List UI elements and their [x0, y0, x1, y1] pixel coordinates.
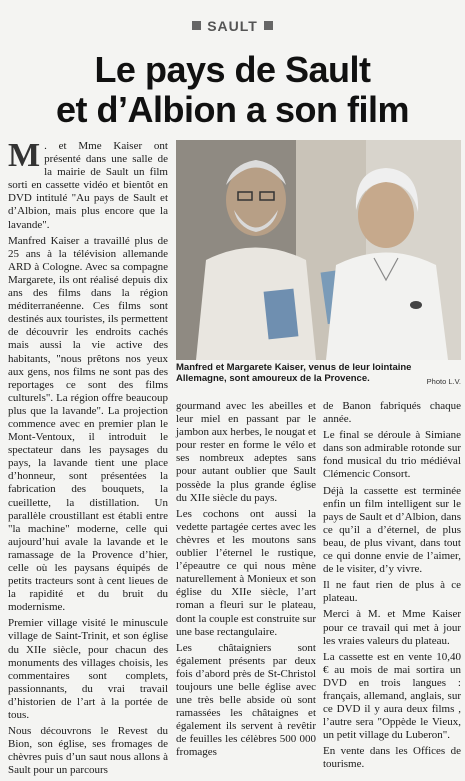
- square-ornament-right: [264, 21, 273, 30]
- paragraph: Le final se déroule à Simiane dans son admirable rotonde sur fond musical du trio médiéval Clémencic Consort.: [323, 429, 461, 481]
- photo-credit: Photo L.V.: [426, 377, 461, 386]
- photo-caption: Manfred et Margarete Kaiser, venus de leur lointaine Allemagne, sont amoureux de la Provence.: [176, 362, 412, 384]
- paragraph: La cassette est en vente 10,40 € au mois de mai sortira un DVD en trois langues : français, allemand, anglais, sur ce DVD il y aura deux films , l’autre sera "Oppède le Vieux, un petit village du Luberon".: [323, 650, 461, 742]
- paragraph: Manfred Kaiser a travaillé plus de 25 ans à la télévision allemande ARD à Cologne. Avec sa compagne Margarete, ils ont réalisé depuis dix ans des films dans la région méditerranéenne. Ces films sont destinés aux touristes, ils permettent de découvrir les endroits cachés mais aussi la vie active des habitants, "nous prêtons nos yeux aux gens, nos films ne sont pas des reportages ce sont des films culturels". La région offre beaucoup plus que la lavande". La projection commence avec en premier plan le Mont-Ventoux, il introduit le spectateur dans les paysages du pays, la lavande tient une place d’honneur, sont présentées la fabrication des bouquets, la cueillette, la distillation. Un parallèle croustillant est établi entre "la machine" moderne, celle qui aujourd’hui avale la lavande et le ramassage de la Provence d’hier, celle où les paysans équipés de petits tracteurs sont à cent lieues de la rapidité et du bruit du modernisme.: [8, 234, 168, 614]
- photo-illustration: [176, 140, 461, 360]
- headline-line-1: Le pays de Sault: [94, 49, 371, 90]
- headline-line-2: et d’Albion a son film: [55, 89, 409, 130]
- paragraph: En vente dans les Offices de tourisme.: [323, 745, 461, 771]
- photo-couple-holding-cassettes: [176, 140, 461, 360]
- drop-cap: M: [8, 137, 41, 174]
- paragraph: Déjà la cassette est terminée enfin un film intelligent sur le pays de Sault et d’Albion, dans ce qu’il a d’éternel, de plus beau, de plus vivant, dans tout ce qui donne envie de l’aimer, de le visiter, d’y vivre.: [323, 484, 461, 576]
- paragraph: M . et Mme Kaiser ont présenté dans une salle de la mairie de Sault un film sorti en cassette vidéo et bientôt en DVD intitulé "Au pays de Sault et d’Albion, mais plus encore que la lavande".: [8, 137, 168, 231]
- paragraph: Merci à M. et Mme Kaiser pour ce travail qui met à jour les vraies valeurs du plateau.: [323, 608, 461, 647]
- headline: [0, 50, 465, 130]
- paragraph: gourmand avec les abeilles et leur miel en passant par le jambon aux herbes, le nougat et pour rester en forme le vélo et ses nombreux adeptes sans pour autant oublier que Sault possède la plus grande église du XIIe siècle du pays.: [176, 400, 316, 504]
- paragraph: Premier village visité le minuscule village de Saint-Trinit, et son église du XIIe siècle, pour chacun des monuments des villages choisis, les commentaires sont complets, passionnants, du vrai travail d’historien de l’art à la portée de tous.: [8, 617, 168, 722]
- paragraph: Les châtaigniers sont également présents par deux fois d’abord près de St-Christol toujours une belle église avec une très belle abside où sont ramassées les châtaignes et également ils servent à revêtir de feuilles les célèbres 500 000 fromages: [176, 641, 316, 759]
- rubric-label: SAULT: [207, 18, 258, 34]
- paragraph: Nous découvrons le Revest du Bion, son église, ses fromages de chèvres puis d’un saut nous allons à Sault pour un parcours: [8, 725, 168, 777]
- section-rubric: [0, 18, 465, 34]
- article-column-3: [323, 400, 461, 775]
- article-column-2: [176, 400, 316, 763]
- paragraph: Les cochons ont aussi la vedette partagée certes avec les chèvres et les moutons sans oublier l’éternel le rustique, l’épeautre ce qui nous mène naturellement à Monieux et son église du XIIe siècle, l’art roman a fleuri sur le plateau, dont la couple est construite sur une base rectangulaire.: [176, 507, 316, 638]
- square-ornament-left: [192, 21, 201, 30]
- article-column-1: [8, 137, 168, 781]
- paragraph: Il ne faut rien de plus à ce plateau.: [323, 579, 461, 605]
- paragraph: de Banon fabriqués chaque année.: [323, 400, 461, 426]
